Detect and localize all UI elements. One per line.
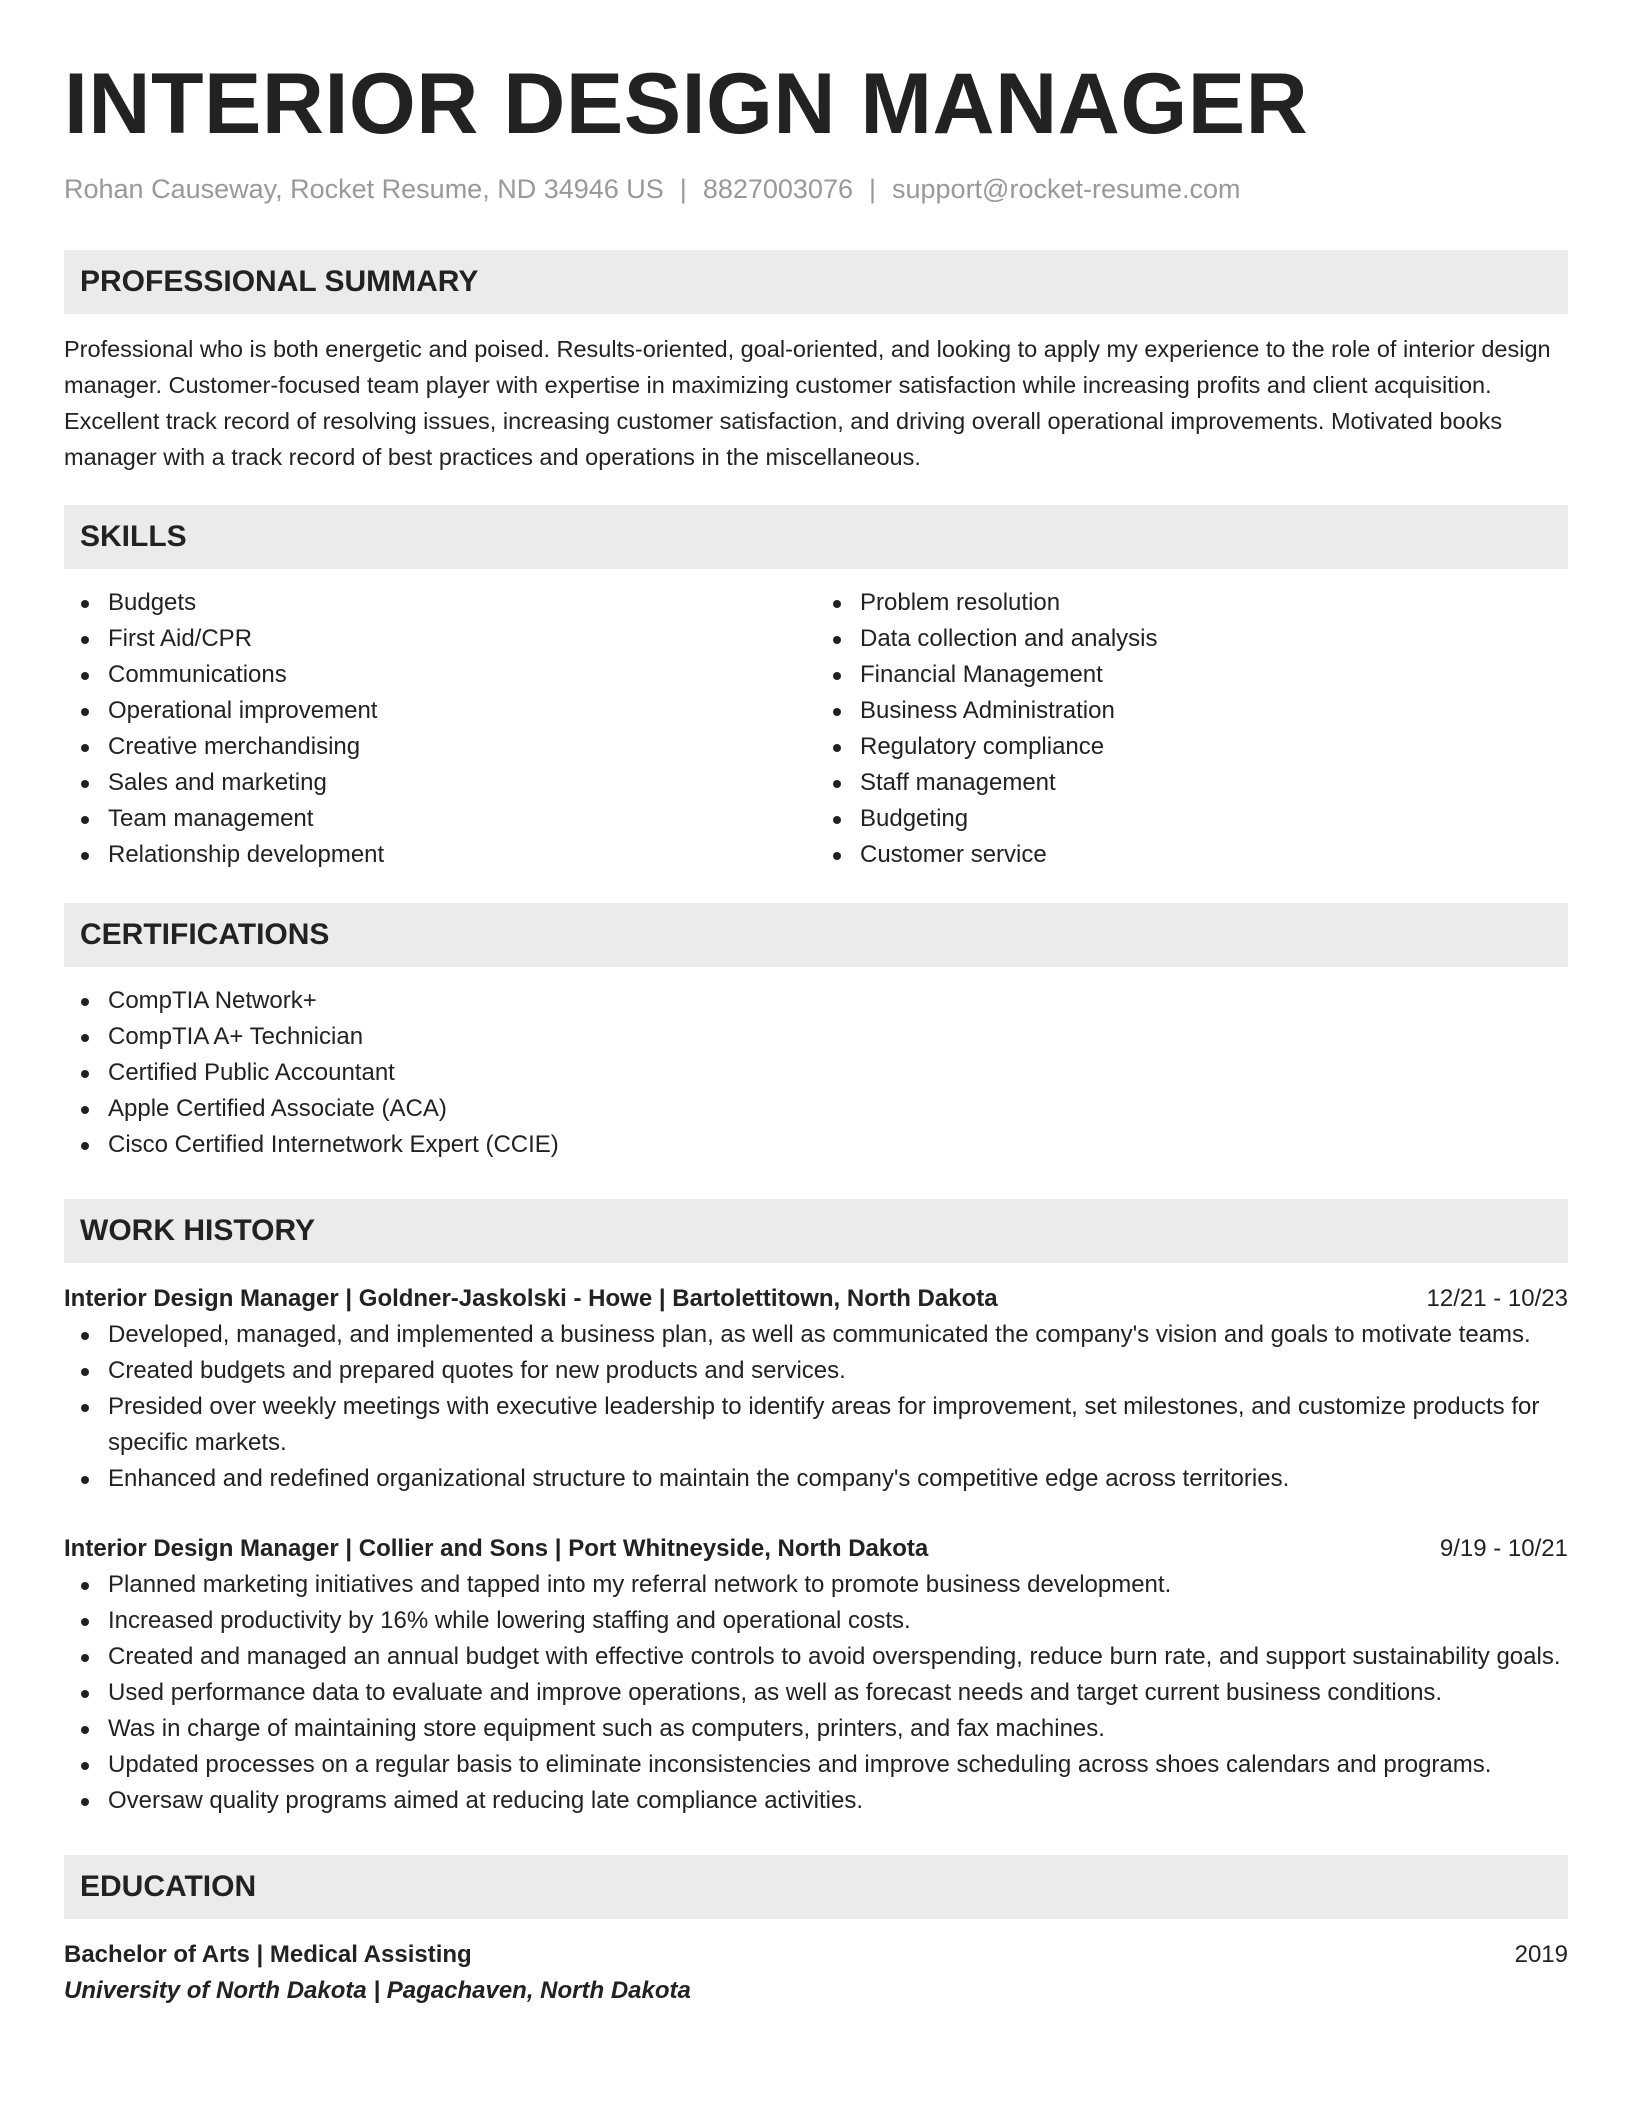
certification-item: Apple Certified Associate (ACA) — [108, 1091, 1568, 1127]
job-title: Interior Design Manager | Goldner-Jaskolski - Howe | Bartolettitown, North Dakota — [64, 1285, 998, 1312]
skill-item: Relationship development — [108, 837, 816, 873]
skills-columns — [64, 585, 1568, 873]
certification-item: CompTIA A+ Technician — [108, 1019, 1568, 1055]
skill-item: Team management — [108, 801, 816, 837]
section-header-work-history: WORK HISTORY — [64, 1199, 1568, 1263]
resume-page — [64, 0, 1568, 2009]
contact-line — [64, 172, 1568, 206]
skills-list-left — [64, 585, 816, 873]
skill-item: Sales and marketing — [108, 765, 816, 801]
education-school: University of North Dakota | Pagachaven, North Dakota — [64, 1977, 691, 2004]
skill-item: Staff management — [860, 765, 1568, 801]
job-bullet: Planned marketing initiatives and tapped into my referral network to promote business development. — [108, 1567, 1568, 1603]
education-header — [64, 1937, 1568, 1973]
job-bullet: Created and managed an annual budget with effective controls to avoid overspending, reduce burn rate, and support sustainability goals. — [108, 1639, 1568, 1675]
job-bullet: Oversaw quality programs aimed at reducing late compliance activities. — [108, 1783, 1568, 1819]
skill-item: Business Administration — [860, 693, 1568, 729]
certifications-list — [64, 983, 1568, 1163]
certification-item: Cisco Certified Internetwork Expert (CCIE) — [108, 1127, 1568, 1163]
job-dates: 12/21 - 10/23 — [1426, 1285, 1568, 1312]
job-title: Interior Design Manager | Collier and Sons | Port Whitneyside, North Dakota — [64, 1535, 929, 1562]
education-year: 2019 — [1514, 1941, 1568, 1968]
job-dates: 9/19 - 10/21 — [1439, 1535, 1568, 1562]
contact-separator: | — [868, 174, 876, 204]
job-header — [64, 1531, 1568, 1567]
job-bullet: Updated processes on a regular basis to eliminate inconsistencies and improve scheduling across shoes calendars and programs. — [108, 1747, 1568, 1783]
summary-text: Professional who is both energetic and poised. Results-oriented, goal-oriented, and looking to apply my experience to the role of interior design manager. Customer-focused team player with expertise in maximizing customer satisfaction while increasing profits and client acquisition. Excellent track record of resolving issues, increasing customer satisfaction, and driving overall operational improvements. Motivated books manager with a track record of best practices and operations in the miscellaneous. — [64, 336, 1551, 470]
job-entry — [64, 1281, 1568, 1497]
skill-item: Communications — [108, 657, 816, 693]
job-bullet: Developed, managed, and implemented a business plan, as well as communicated the company's vision and goals to motivate teams. — [108, 1317, 1568, 1353]
job-bullet: Enhanced and redefined organizational structure to maintain the company's competitive edge across territories. — [108, 1461, 1568, 1497]
skill-item: Problem resolution — [860, 585, 1568, 621]
skill-item: Regulatory compliance — [860, 729, 1568, 765]
job-bullets — [64, 1317, 1568, 1497]
skill-item: Budgets — [108, 585, 816, 621]
skills-list-right — [816, 585, 1568, 873]
skill-item: Customer service — [860, 837, 1568, 873]
skill-item: Creative merchandising — [108, 729, 816, 765]
skill-item: Financial Management — [860, 657, 1568, 693]
skill-item: First Aid/CPR — [108, 621, 816, 657]
section-header-education: EDUCATION — [64, 1855, 1568, 1919]
section-header-certifications: CERTIFICATIONS — [64, 903, 1568, 967]
certification-item: CompTIA Network+ — [108, 983, 1568, 1019]
job-bullet: Created budgets and prepared quotes for new products and services. — [108, 1353, 1568, 1389]
job-bullet: Presided over weekly meetings with executive leadership to identify areas for improvement, set milestones, and customize products for specific markets. — [108, 1389, 1568, 1461]
job-header — [64, 1281, 1568, 1317]
job-bullet: Was in charge of maintaining store equipment such as computers, printers, and fax machines. — [108, 1711, 1568, 1747]
contact-address: Rohan Causeway, Rocket Resume, ND 34946 US — [64, 174, 664, 204]
job-bullets — [64, 1567, 1568, 1819]
certification-item: Certified Public Accountant — [108, 1055, 1568, 1091]
contact-phone: 8827003076 — [702, 174, 853, 204]
skill-item: Data collection and analysis — [860, 621, 1568, 657]
resume-title: INTERIOR DESIGN MANAGER — [64, 56, 1309, 152]
job-bullet: Increased productivity by 16% while lowering staffing and operational costs. — [108, 1603, 1568, 1639]
skill-item: Operational improvement — [108, 693, 816, 729]
contact-separator: | — [679, 174, 687, 204]
skill-item: Budgeting — [860, 801, 1568, 837]
job-bullet: Used performance data to evaluate and improve operations, as well as forecast needs and target current business conditions. — [108, 1675, 1568, 1711]
job-entry — [64, 1531, 1568, 1819]
section-header-skills: SKILLS — [64, 505, 1568, 569]
section-header-summary: PROFESSIONAL SUMMARY — [64, 250, 1568, 314]
education-degree: Bachelor of Arts | Medical Assisting — [64, 1941, 472, 1968]
contact-email[interactable]: support@rocket-resume.com — [892, 174, 1241, 204]
